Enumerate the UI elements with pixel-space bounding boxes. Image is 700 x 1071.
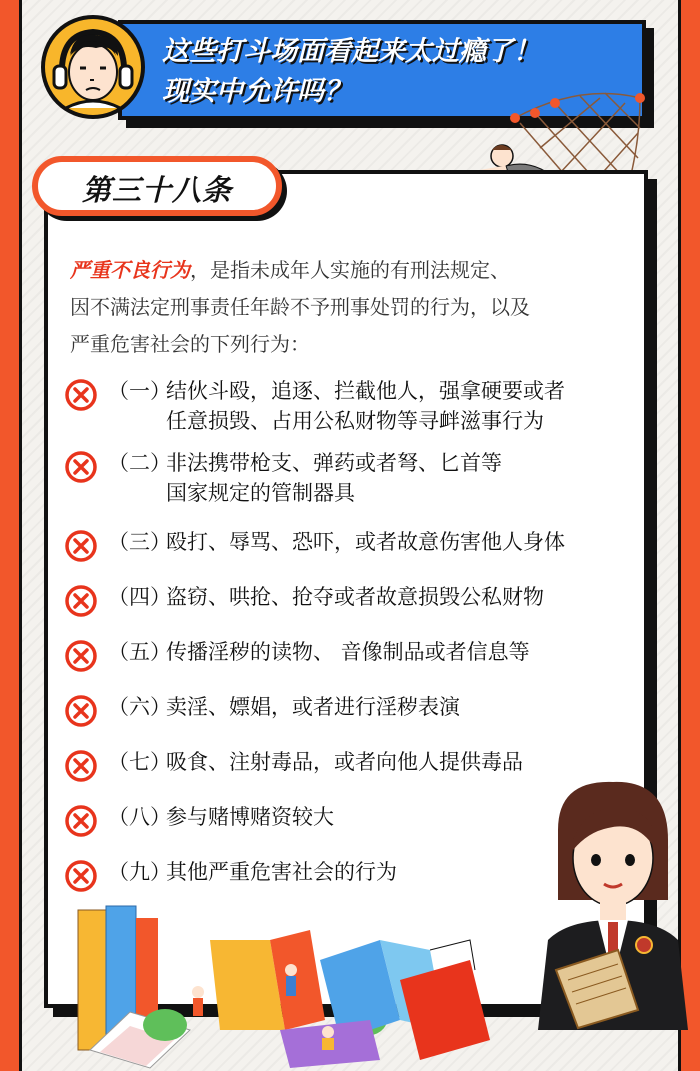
intro-line-1 — [70, 252, 630, 289]
prohibited-x-icon — [64, 584, 98, 618]
item-number: （四） — [108, 585, 171, 609]
item-text: 殴打、辱骂、恐吓，或者故意伤害他人身体 — [166, 530, 565, 554]
item-number: （九） — [108, 860, 171, 884]
item-number: （七） — [108, 750, 171, 774]
prohibited-x-icon — [64, 529, 98, 563]
item-number: （八） — [108, 805, 171, 829]
prohibited-x-icon — [64, 639, 98, 673]
item-number: （三） — [108, 530, 171, 554]
item-number: （一） — [108, 379, 171, 403]
prohibited-x-icon — [64, 749, 98, 783]
prohibited-x-icon — [64, 450, 98, 484]
item-number: （二） — [108, 451, 171, 475]
intro-line-2: 因不满法定刑事责任年龄不予刑事处罚的行为，以及 — [70, 295, 530, 319]
item-number: （六） — [108, 695, 171, 719]
banner-title-line2: 现实中允许吗？ — [162, 76, 351, 107]
item-text — [166, 376, 666, 436]
intro-line-3: 严重危害社会的下列行为： — [70, 332, 310, 356]
item-text: 传播淫秽的读物、 音像制品或者信息等 — [166, 640, 530, 664]
left-frame-border — [0, 0, 22, 1071]
item-number: （五） — [108, 640, 171, 664]
article-label: 第三十八条 — [81, 173, 232, 207]
item-text-line2: 任意损毁、占用公私财物等寻衅滋事行为 — [166, 409, 544, 433]
banner-title-line1: 这些打斗场面看起来太过瘾了！ — [162, 36, 540, 67]
prohibited-x-icon — [64, 859, 98, 893]
item-text-line2: 国家规定的管制器具 — [166, 481, 355, 505]
item-text-line1: 结伙斗殴，追逐、拦截他人，强拿硬要或者 — [166, 379, 565, 403]
item-text — [166, 448, 666, 508]
intro-rest: ，是指未成年人实施的有刑法规定、 — [190, 258, 510, 282]
prohibited-x-icon — [64, 378, 98, 412]
item-text-line1: 非法携带枪支、弹药或者弩、匕首等 — [166, 451, 502, 475]
books-illustration — [70, 900, 510, 1070]
article-label-badge — [32, 156, 282, 216]
intro-term: 严重不良行为 — [70, 258, 190, 282]
prohibited-x-icon — [64, 694, 98, 728]
item-text: 参与赌博赌资较大 — [166, 805, 334, 829]
item-text: 盗窃、哄抢、抢夺或者故意损毁公私财物 — [166, 585, 544, 609]
boy-avatar-icon — [40, 14, 146, 120]
judge-illustration — [538, 770, 688, 1030]
item-text: 其他严重危害社会的行为 — [166, 860, 397, 884]
prohibited-x-icon — [64, 804, 98, 838]
item-text: 卖淫、嫖娼，或者进行淫秽表演 — [166, 695, 460, 719]
item-text: 吸食、注射毒品，或者向他人提供毒品 — [166, 750, 523, 774]
article-intro — [70, 252, 630, 363]
